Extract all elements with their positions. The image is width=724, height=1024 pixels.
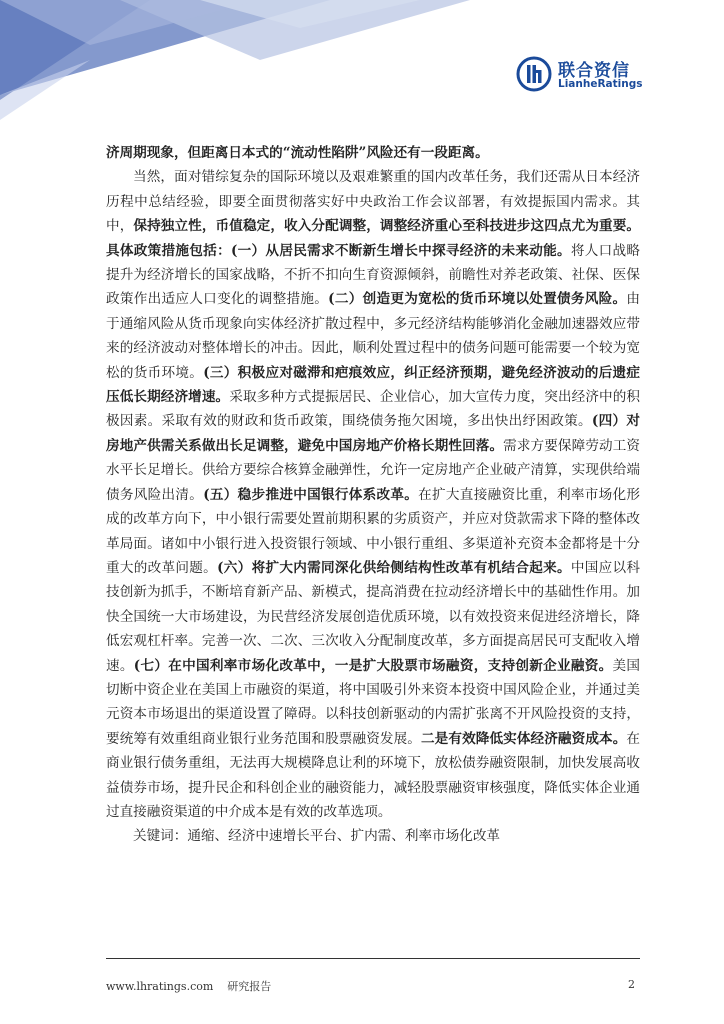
- body-paragraph: [106, 141, 640, 165]
- text-run: 采取多种方式提振居民、企业信心，加大宣传力度，突出经济中的积极因素。采取有效的财政和货币政策，围绕债务拖欠困境，多出快出纾困政策。: [106, 389, 641, 430]
- logo-name-en: LianheRatings: [558, 78, 643, 90]
- text-run: 在商业银行债务重组，无法再大规模降息让利的环境下，放松债券融资限制，加快发展高收益债券市场，提升民企和科创企业的融资能力，减轻股票融资审核强度，降低实体企业通过直接融资渠道的中介成本是有效的改革选项。: [106, 730, 641, 820]
- company-logo: [516, 56, 646, 96]
- footer-doc-type: 研究报告: [227, 980, 272, 993]
- body-paragraph: [106, 165, 640, 824]
- report-body: [106, 141, 640, 849]
- page-number: 2: [628, 978, 635, 991]
- text-run: 在扩大直接融资比重，利率市场化形成的改革方向下，中小银行需要处置前期积累的劣质资产，并应对贷款需求下降的整体改革局面。诸如中小银行进入投资银行领域、中小银行重组、多渠道补充资本金都将是十分重大的改革问题。: [106, 486, 640, 576]
- lianhe-logo-icon: [516, 56, 552, 92]
- bold-text-run: (五）稳步推进中国银行体系改革。: [203, 486, 419, 503]
- text-run: 关键词：通缩、经济中速增长平台、扩内需、利率市场化改革: [133, 828, 501, 845]
- text-run: 当然，面对错综复杂的国际环境以及艰难繁重的国内改革任务，我们还需从日本经济历程中总结经验，即要全面贯彻落实好中央政治工作会议部署，有效提振国内需求。其中，: [106, 169, 640, 235]
- text-run: 将人口战略提升为经济增长的国家战略，不折不扣向生育资源倾斜，前瞻性对养老政策、社保、医保政策作出适应人口变化的调整措施。: [106, 242, 641, 308]
- bold-text-run: 济周期现象，但距离日本式的“流动性陷阱”风险还有一段距离。: [106, 145, 489, 161]
- text-run: 中国应以科技创新为抓手，不断培育新产品、新模式，提高消费在拉动经济增长中的基础性作用。加快全国统一大市场建设，为民营经济发展创造优质环境，以有效投资来促进经济增长，降低宏观杠杆率。完善一次、二次、三次收入分配制度改革，多方面提高居民可支配收入增速。: [106, 559, 641, 674]
- bold-text-run: (六）将扩大内需同深化供给侧结构性改革有机结合起来。: [217, 559, 571, 576]
- text-run: 美国切断中资企业在美国上市融资的渠道，将中国吸引外来资本投资中国风险企业，并通过美元资本市场退出的渠道设置了障碍。以科技创新驱动的内需扩张离不开风险投资的支持，要统筹有效重组商业银行业务范围和股票融资发展。: [106, 657, 641, 747]
- bold-text-run: 保持独立性，币值稳定，收入分配调整，调整经济重心至科技进步这四点尤为重要。具体政策措施包括：(一）从居民需求不断新生增长中探寻经济的未来动能。: [106, 218, 640, 259]
- bold-text-run: (三）积极应对磁滞和疤痕效应，纠正经济预期，避免经济波动的后遗症压低长期经济增速。: [106, 364, 640, 406]
- bold-text-run: 二是有效降低实体经济融资成本。: [420, 730, 627, 747]
- bold-text-run: (二）创造更为宽松的货币环境以处置债务风险。: [328, 291, 627, 308]
- bold-text-run: (四）对房地产供需关系做出长足调整，避免中国房地产价格长期性回落。: [106, 413, 641, 454]
- text-run: 由于通缩风险从货币现象向实体经济扩散过程中，多元经济结构能够消化金融加速器效应带来的经济波动对整体增长的冲击。因此，顺利处置过程中的债务问题可能需要一个较为宽松的货币环境。: [106, 291, 641, 381]
- body-paragraph: [106, 824, 640, 848]
- logo-name-cn: 联合资信: [558, 61, 630, 81]
- footer-source: [106, 978, 271, 994]
- text-run: 需求方要保障劳动工资水平长足增长。供给方要综合核算金融弹性，允许一定房地产企业破产清算，实现供给端债务风险出清。: [106, 437, 641, 503]
- footer-website[interactable]: www.lhratings.com: [106, 980, 214, 993]
- footer-divider: [106, 958, 640, 959]
- bold-text-run: (七）在中国利率市场化改革中，一是扩大股票市场融资，支持创新企业融资。: [133, 657, 613, 674]
